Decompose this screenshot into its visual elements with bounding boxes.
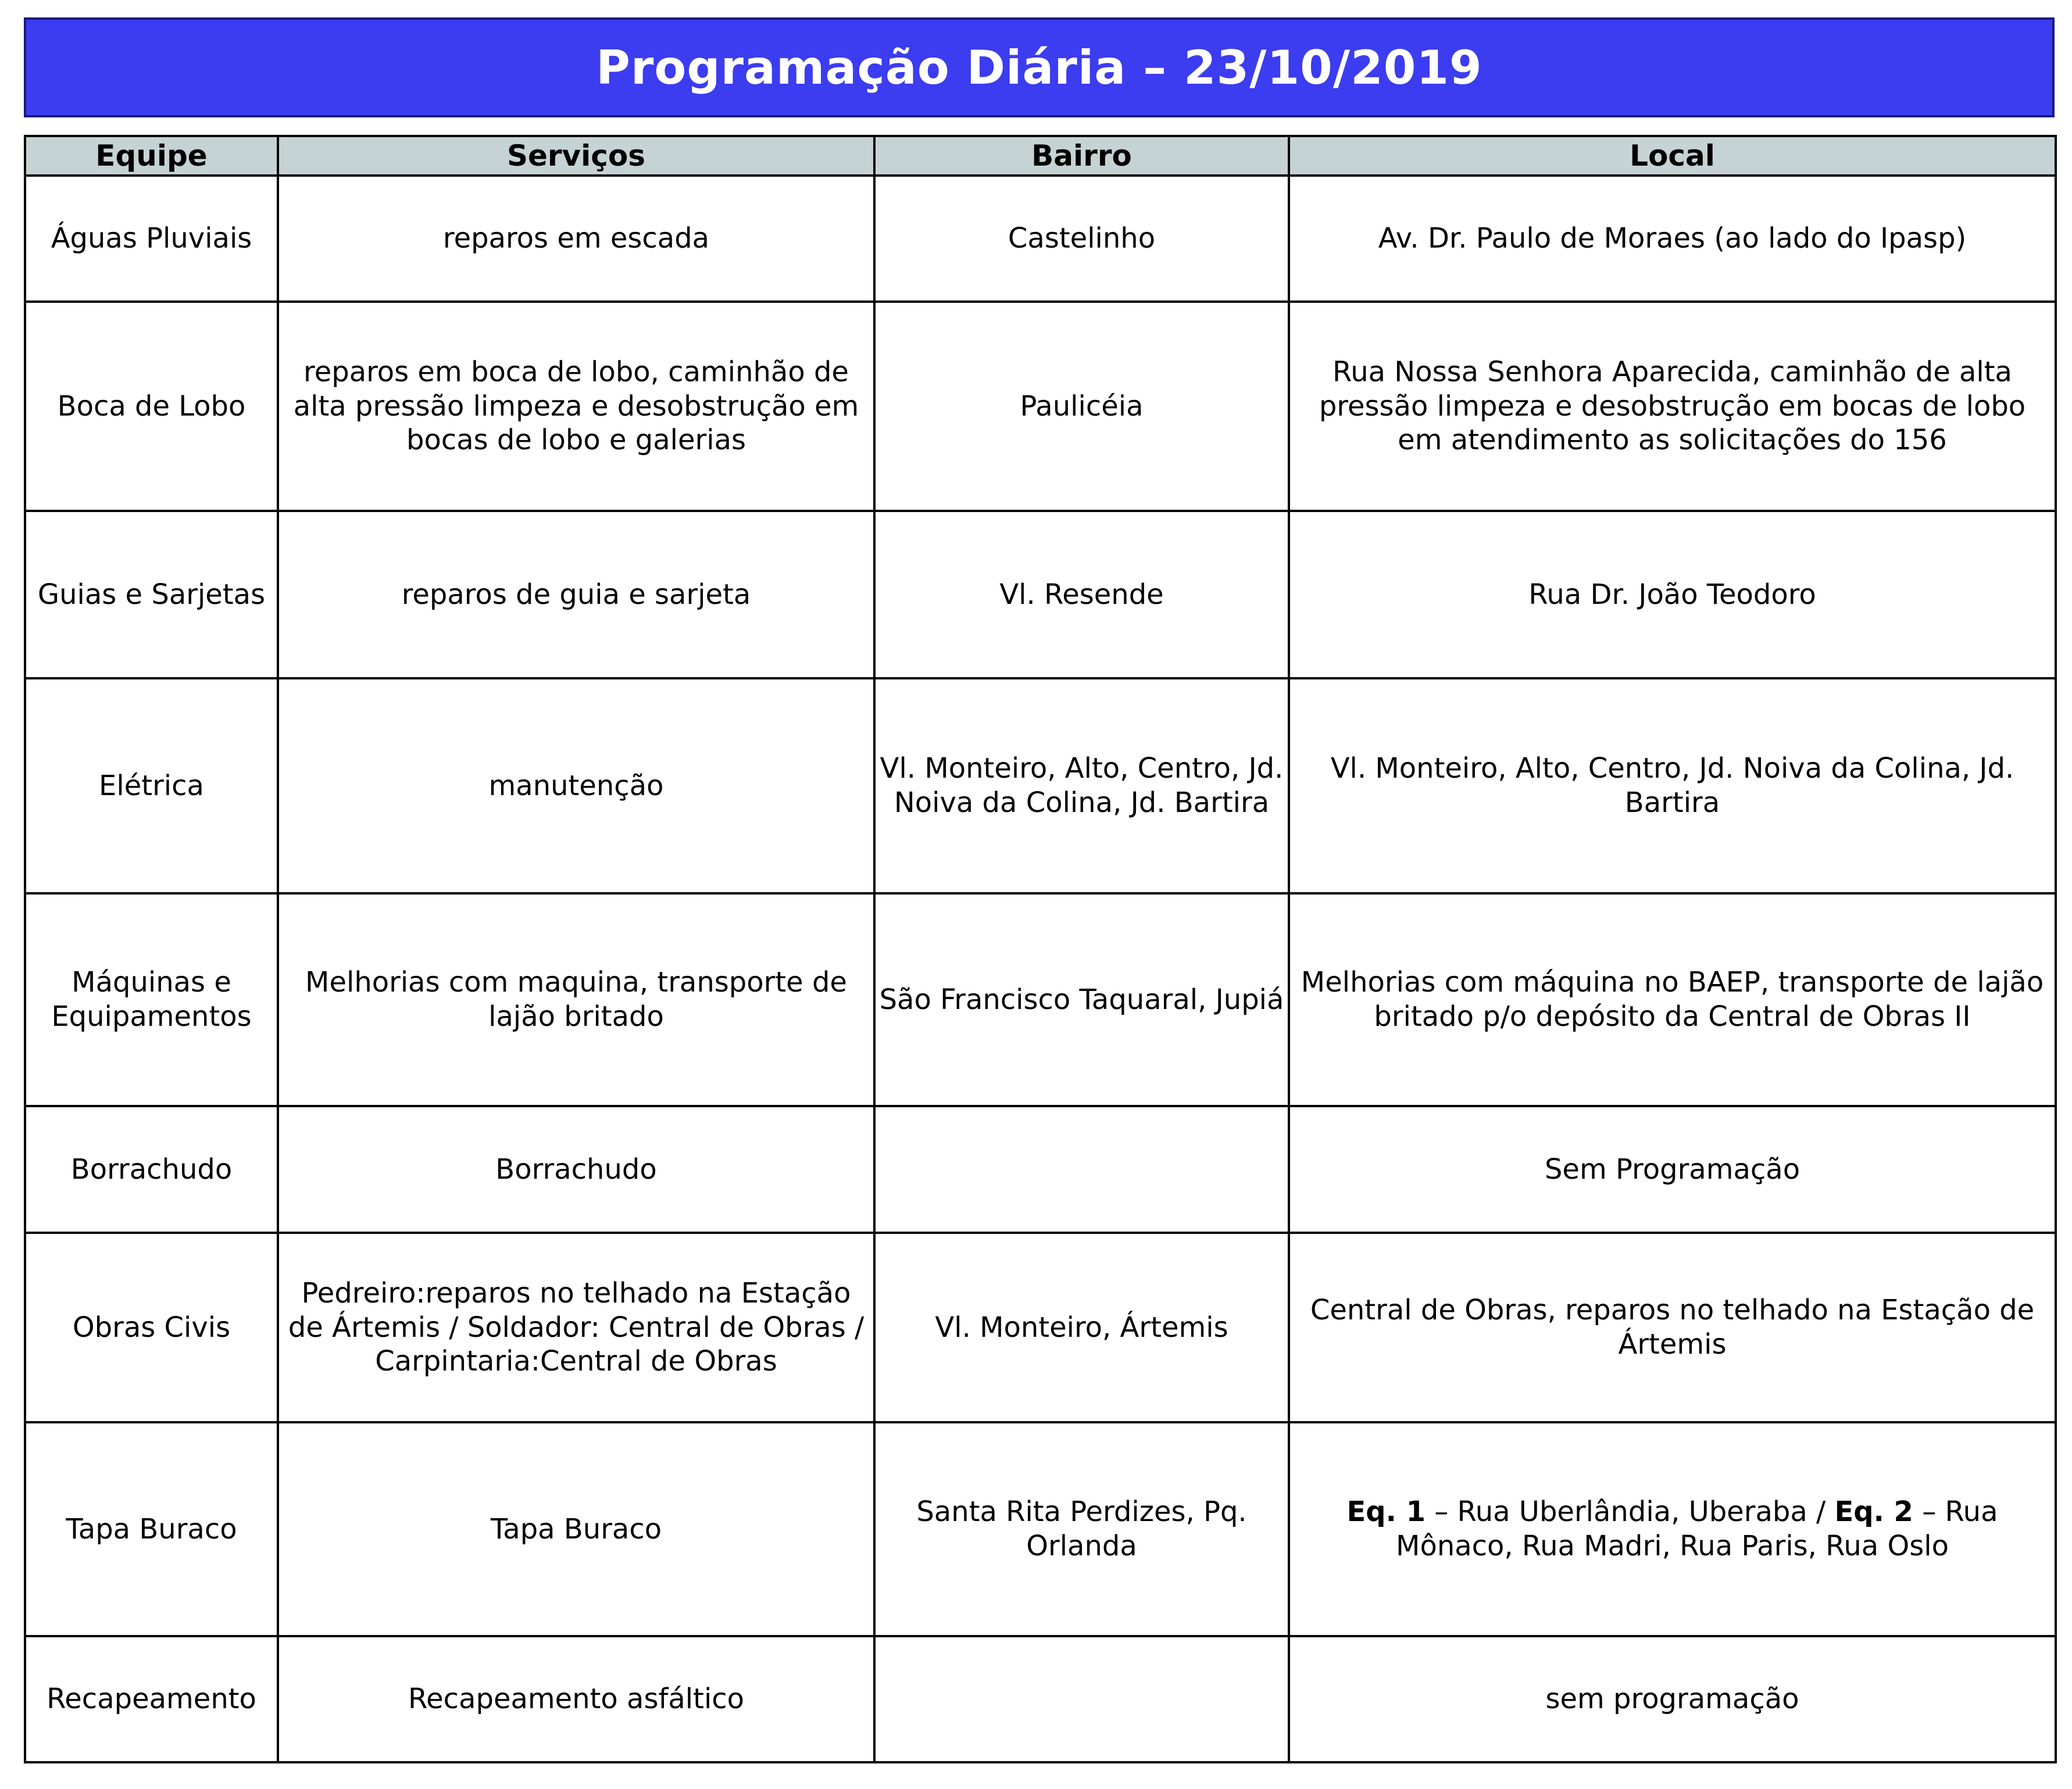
cell-local <box>1289 1422 2056 1636</box>
cell-bairro: Vl. Resende <box>874 511 1289 678</box>
cell-servicos: Tapa Buraco <box>278 1422 874 1636</box>
cell-servicos: Recapeamento asfáltico <box>278 1636 874 1762</box>
eq1-label: Eq. 1 <box>1346 1495 1426 1529</box>
cell-bairro: Castelinho <box>874 176 1289 302</box>
cell-equipe: Boca de Lobo <box>25 302 278 511</box>
cell-equipe: Borrachudo <box>25 1106 278 1233</box>
table-row <box>25 511 2056 678</box>
cell-bairro <box>874 1106 1289 1233</box>
cell-servicos: reparos em escada <box>278 176 874 302</box>
cell-servicos: Pedreiro:reparos no telhado na Estação de Ártemis / Soldador: Central de Obras / Carpintaria:Central de Obras <box>278 1233 874 1422</box>
table-row <box>25 893 2056 1106</box>
table-row <box>25 1422 2056 1636</box>
cell-servicos: reparos de guia e sarjeta <box>278 511 874 678</box>
cell-bairro <box>874 1636 1289 1762</box>
cell-equipe: Tapa Buraco <box>25 1422 278 1636</box>
column-header-equipe: Equipe <box>25 136 278 176</box>
cell-bairro: Vl. Monteiro, Ártemis <box>874 1233 1289 1422</box>
cell-bairro: Paulicéia <box>874 302 1289 511</box>
cell-local: Vl. Monteiro, Alto, Centro, Jd. Noiva da Colina, Jd. Bartira <box>1289 678 2056 893</box>
eq2-text: – Rua Mônaco, Rua Madri, Rua Paris, Rua Oslo <box>1396 1495 1998 1562</box>
cell-local: Rua Nossa Senhora Aparecida, caminhão de alta pressão limpeza e desobstrução em bocas de lobo em atendimento as solicitações do 156 <box>1289 302 2056 511</box>
cell-equipe: Guias e Sarjetas <box>25 511 278 678</box>
table-row <box>25 302 2056 511</box>
cell-servicos: reparos em boca de lobo, caminhão de alta pressão limpeza e desobstrução em bocas de lobo e galerias <box>278 302 874 511</box>
table-row <box>25 1636 2056 1762</box>
cell-local: Sem Programação <box>1289 1106 2056 1233</box>
cell-bairro: Santa Rita Perdizes, Pq. Orlanda <box>874 1422 1289 1636</box>
cell-bairro: Vl. Monteiro, Alto, Centro, Jd. Noiva da Colina, Jd. Bartira <box>874 678 1289 893</box>
table-row <box>25 1106 2056 1233</box>
table-row <box>25 176 2056 302</box>
cell-local: Central de Obras, reparos no telhado na Estação de Ártemis <box>1289 1233 2056 1422</box>
cell-servicos: Melhorias com maquina, transporte de lajão britado <box>278 893 874 1106</box>
cell-local: Av. Dr. Paulo de Moraes (ao lado do Ipasp) <box>1289 176 2056 302</box>
table-header-row <box>25 136 2056 176</box>
cell-equipe: Máquinas e Equipamentos <box>25 893 278 1106</box>
cell-equipe: Elétrica <box>25 678 278 893</box>
cell-local: sem programação <box>1289 1636 2056 1762</box>
cell-servicos: manutenção <box>278 678 874 893</box>
cell-servicos: Borrachudo <box>278 1106 874 1233</box>
column-header-bairro: Bairro <box>874 136 1289 176</box>
table-row <box>25 678 2056 893</box>
cell-equipe: Recapeamento <box>25 1636 278 1762</box>
column-header-local: Local <box>1289 136 2056 176</box>
column-header-servicos: Serviços <box>278 136 874 176</box>
title-banner <box>24 17 2055 117</box>
eq2-label: Eq. 2 <box>1834 1495 1913 1529</box>
schedule-table <box>24 135 2057 1763</box>
table-row <box>25 1233 2056 1422</box>
cell-local: Rua Dr. João Teodoro <box>1289 511 2056 678</box>
cell-bairro: São Francisco Taquaral, Jupiá <box>874 893 1289 1106</box>
cell-local: Melhorias com máquina no BAEP, transporte de lajão britado p/o depósito da Central de Obras II <box>1289 893 2056 1106</box>
cell-equipe: Obras Civis <box>25 1233 278 1422</box>
eq1-text: – Rua Uberlândia, Uberaba / <box>1426 1495 1835 1529</box>
cell-equipe: Águas Pluviais <box>25 176 278 302</box>
page-title: Programação Diária – 23/10/2019 <box>596 40 1482 95</box>
